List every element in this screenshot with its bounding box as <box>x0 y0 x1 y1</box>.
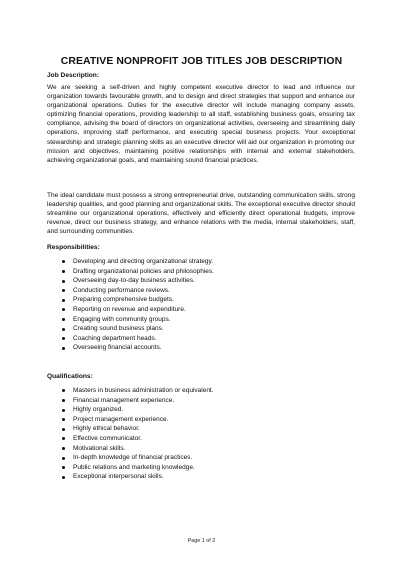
list-item <box>62 295 214 305</box>
list-item-text: Effective communicator. <box>73 434 142 442</box>
list-item-text: Creating sound business plans. <box>73 325 164 333</box>
list-item-text: Motivational skills. <box>73 444 126 452</box>
list-item-text: Conducting performance reviews. <box>73 286 170 294</box>
list-item <box>62 434 214 444</box>
list-item-text: Highly ethical behavior. <box>73 425 140 433</box>
list-item <box>62 343 214 353</box>
bullet-icon <box>62 399 65 402</box>
list-item-text: Engaging with community groups. <box>73 315 171 323</box>
bullet-icon <box>62 318 65 321</box>
bullet-icon <box>62 299 65 302</box>
list-item-text: Developing and directing organizational strategy. <box>73 258 214 265</box>
list-item <box>62 257 214 267</box>
job-description-paragraph-1: We are seeking a self-driven and highly competent executive director to lead and influence our organization towards favourable growth, and to design and direct strategies that support and enhance our organizational operations. Duties for the executive director will include managing company assets, optimizing financial operations, providing leadership to all staff, establishing business goals, ensuring tax compliance, advising the board of directors on organizational activities, overseeing and streamlining daily operations, improving staff performance, and executing special business projects. Your exceptional stewardship and strategic planning skills as an executive director will aid our organization in promoting our mission and objectives, maintaining positive relationships with internal and external stakeholders, achieving organizational goals, and maintaining sound financial practices. <box>47 84 355 164</box>
list-item-text: Financial management experience. <box>73 396 175 404</box>
list-item <box>62 334 214 344</box>
list-item-text: Masters in business administration or equivalent. <box>73 387 214 394</box>
bullet-icon <box>62 260 65 263</box>
bullet-icon <box>62 466 65 469</box>
bullet-icon <box>62 418 65 421</box>
list-item-text: Preparing comprehensive budgets. <box>73 296 174 304</box>
list-item <box>62 405 214 415</box>
bullet-icon <box>62 347 65 350</box>
bullet-icon <box>62 476 65 479</box>
list-item-text: Coaching department heads. <box>73 334 157 342</box>
list-item <box>62 267 214 277</box>
list-item <box>62 424 214 434</box>
list-item-text: Public relations and marketing knowledge. <box>73 463 195 471</box>
page-number: Page 1 of 2 <box>187 538 216 544</box>
responsibilities-list <box>62 257 214 353</box>
bullet-icon <box>62 308 65 311</box>
list-item <box>62 415 214 425</box>
list-item <box>62 453 214 463</box>
list-item-text: Overseeing day-to-day business activities. <box>73 277 195 285</box>
bullet-icon <box>62 437 65 440</box>
list-item-text: Exceptional interpersonal skills. <box>73 473 164 481</box>
list-item <box>62 305 214 315</box>
job-description-paragraph-2: The ideal candidate must possess a strong entrepreneurial drive, outstanding communication skills, strong leadership qualities, and good planning and organizational skills. The exceptional executive director should streamline our organizational operations, effectively and efficiently direct operational budgets, improve revenue, direct our business strategy, and enhance relations with the media, internal stakeholders, staff, and surrounding communities. <box>47 192 355 236</box>
document-title: CREATIVE NONPROFIT JOB TITLES JOB DESCRIPTION <box>60 56 343 67</box>
bullet-icon <box>62 328 65 331</box>
bullet-icon <box>62 280 65 283</box>
list-item-text: Project management experience. <box>73 415 169 423</box>
list-item <box>62 396 214 406</box>
list-item <box>62 315 214 325</box>
bullet-icon <box>62 447 65 450</box>
bullet-icon <box>62 337 65 340</box>
qualifications-heading: Qualifications: <box>47 373 93 380</box>
list-item-text: Drafting organizational policies and philosophies. <box>73 267 214 275</box>
list-item-text: In-depth knowledge of financial practices. <box>73 454 193 462</box>
list-item-text: Overseeing financial accounts. <box>73 344 162 352</box>
list-item <box>62 286 214 296</box>
list-item <box>62 324 214 334</box>
list-item <box>62 276 214 286</box>
responsibilities-heading: Responsibilities: <box>47 244 100 251</box>
bullet-icon <box>62 270 65 273</box>
list-item <box>62 463 214 473</box>
job-description-heading: Job Description: <box>47 72 100 79</box>
list-item <box>62 472 214 482</box>
bullet-icon <box>62 389 65 392</box>
bullet-icon <box>62 428 65 431</box>
bullet-icon <box>62 289 65 292</box>
list-item <box>62 386 214 396</box>
list-item-text: Reporting on revenue and expenditure. <box>73 305 186 313</box>
qualifications-list <box>62 386 214 482</box>
bullet-icon <box>62 409 65 412</box>
list-item <box>62 444 214 454</box>
bullet-icon <box>62 457 65 460</box>
list-item-text: Highly organized. <box>73 406 124 414</box>
